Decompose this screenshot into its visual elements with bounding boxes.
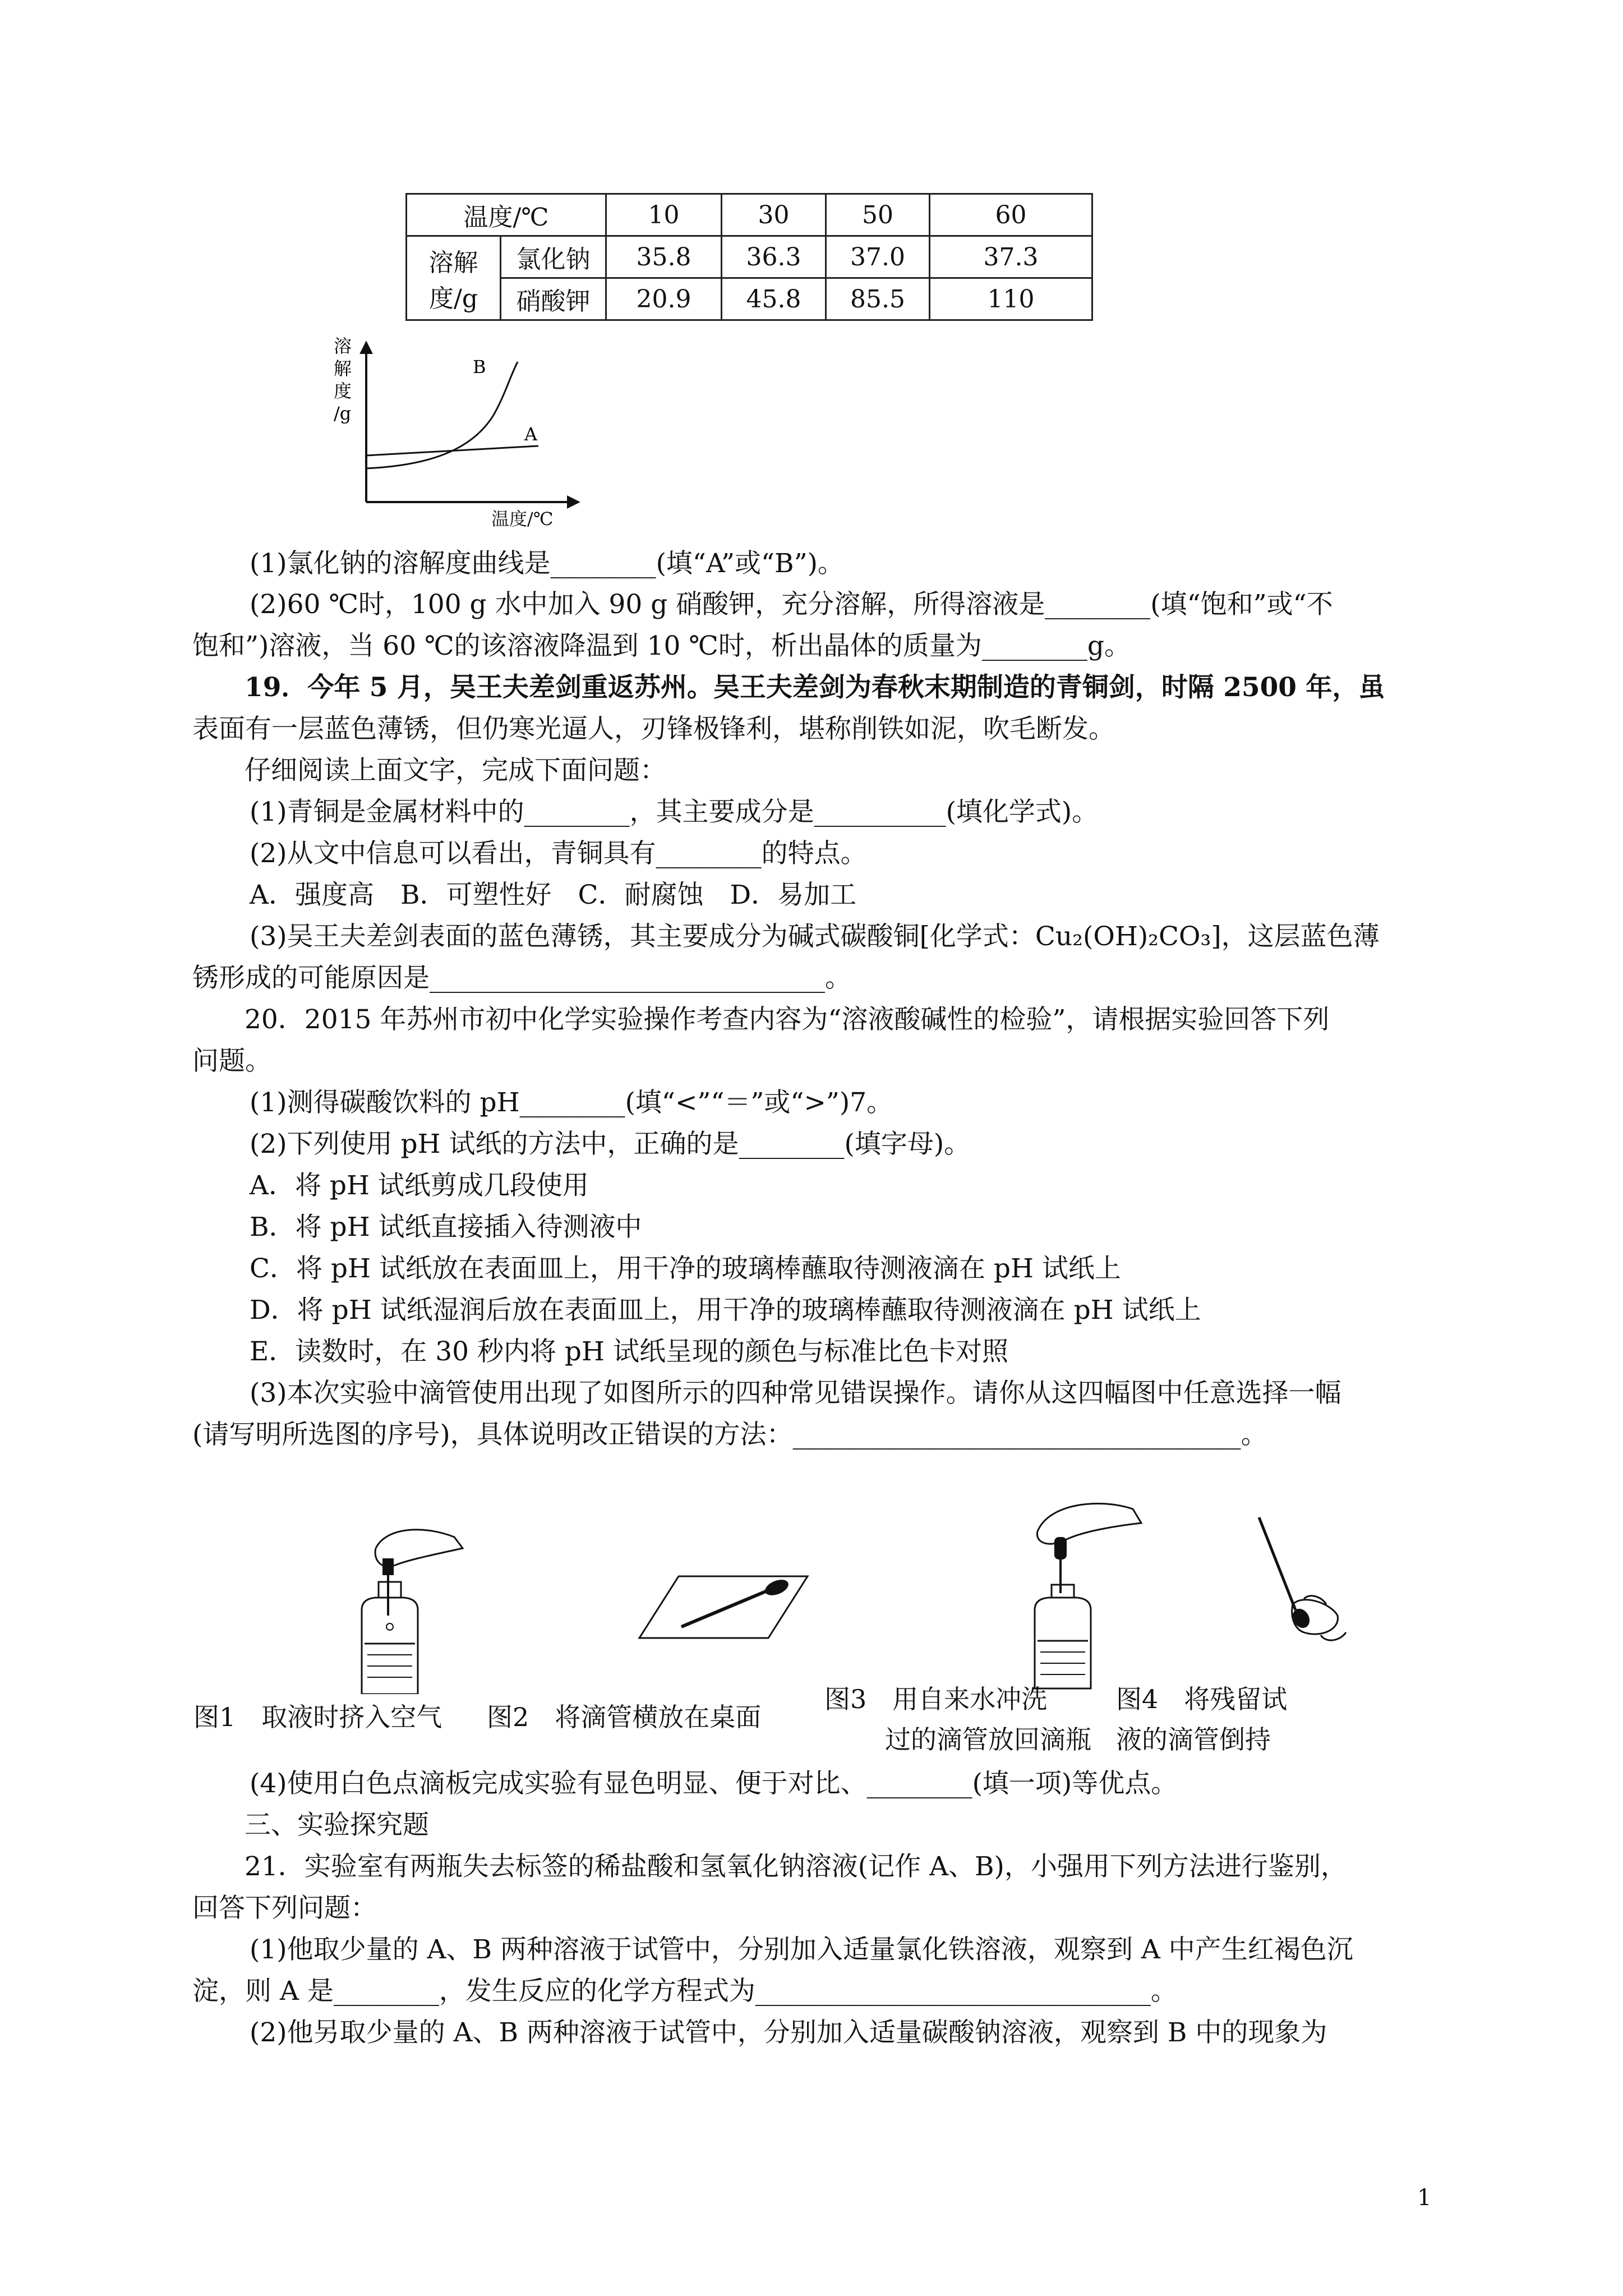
question-line: 锈形成的可能原因是______________________________。 <box>192 963 851 993</box>
question-line: (1)氯化钠的溶解度曲线是________(填“A”或“B”)。 <box>250 548 844 579</box>
table-cell: 硝酸钾 <box>501 278 606 320</box>
question-line: 表面有一层蓝色薄锈，但仍寒光逼人，刃锋极锋利，堪称削铁如泥，吹毛断发。 <box>192 714 1115 744</box>
figure-caption: 液的滴管倒持 <box>1116 1724 1271 1755</box>
question-line: (2)60 ℃时，100 g 水中加入 90 g 硝酸钾，充分溶解，所得溶液是________(填“饱和”或“不 <box>250 589 1333 620</box>
table-row <box>407 194 1092 236</box>
y-axis-label: /g <box>334 403 352 424</box>
figure-1-dropper-air <box>342 1515 471 1694</box>
question-line: 饱和”)溶液，当 60 ℃的该溶液降温到 10 ℃时，析出晶体的质量为________g。 <box>192 631 1131 661</box>
question-line: A．强度高 B．可塑性好 C．耐腐蚀 D．易加工 <box>250 880 857 910</box>
question-line: D．将 pH 试纸湿润后放在表面皿上，用干净的玻璃棒蘸取待测液滴在 pH 试纸上 <box>250 1295 1201 1326</box>
question-line: 21．实验室有两瓶失去标签的稀盐酸和氢氧化钠溶液(记作 A、B)，小强用下列方法进行鉴别， <box>245 1851 1347 1882</box>
question-line: 19．今年 5 月，吴王夫差剑重返苏州。吴王夫差剑为春秋末期制造的青铜剑，时隔 2500 年，虽 <box>245 672 1385 703</box>
table-row <box>407 236 1092 278</box>
y-axis-label: 解 <box>334 358 352 379</box>
y-axis-label: 度 <box>334 380 352 402</box>
question-line: 仔细阅读上面文字，完成下面问题： <box>245 755 666 786</box>
question-line: E．读数时，在 30 秒内将 pH 试纸呈现的颜色与标准比色卡对照 <box>250 1336 1008 1367</box>
table-cell: 35.8 <box>606 236 722 278</box>
figure-caption: 图4 将残留试 <box>1116 1684 1288 1714</box>
figure-4-dropper-inverted <box>1242 1509 1349 1644</box>
question-line: (1)测得碳酸饮料的 pH________(填“<”“＝”或“>”)7。 <box>250 1087 893 1118</box>
question-line: (3)吴王夫差剑表面的蓝色薄锈，其主要成分为碱式碳酸铜[化学式：Cu₂(OH)₂CO₃]，这层蓝色薄 <box>250 921 1380 952</box>
question-line: A．将 pH 试纸剪成几段使用 <box>250 1170 589 1201</box>
table-cell: 37.3 <box>930 236 1092 278</box>
solubility-table <box>405 193 1093 321</box>
figure-caption: 图3 用自来水冲洗 <box>824 1684 1048 1714</box>
question-line: (4)使用白色点滴板完成实验有显色明显、便于对比、________(填一项)等优点。 <box>250 1768 1178 1799</box>
figure-3-dropper-rinsed <box>1015 1492 1150 1694</box>
table-cell: 110 <box>930 278 1092 320</box>
question-line: (2)下列使用 pH 试纸的方法中，正确的是________(填字母)。 <box>250 1129 971 1159</box>
table-cell: 20.9 <box>606 278 722 320</box>
figure-caption: 图2 将滴管横放在桌面 <box>487 1702 762 1732</box>
curve-a <box>366 446 538 455</box>
table-cell: 30 <box>722 194 826 236</box>
question-line: 问题。 <box>192 1046 271 1076</box>
table-cell: 氯化钠 <box>501 236 606 278</box>
table-cell: 85.5 <box>826 278 930 320</box>
figure-caption: 图1 取液时挤入空气 <box>193 1702 442 1732</box>
table-cell: 45.8 <box>722 278 826 320</box>
page-number: 1 <box>1417 2185 1432 2211</box>
question-line: (3)本次实验中滴管使用出现了如图所示的四种常见错误操作。请你从这四幅图中任意选择一幅 <box>250 1378 1341 1409</box>
question-line: (1)他取少量的 A、B 两种溶液于试管中，分别加入适量氯化铁溶液，观察到 A 中产生红褐色沉 <box>250 1934 1353 1965</box>
question-line: (2)他另取少量的 A、B 两种溶液于试管中，分别加入适量碳酸钠溶液，观察到 B 中的现象为 <box>250 2017 1327 2048</box>
question-line: 回答下列问题： <box>192 1893 377 1924</box>
y-axis-label: 溶 <box>334 335 352 357</box>
curve-b-label: B <box>473 356 486 378</box>
solubility-chart <box>331 331 583 533</box>
row-group-label: 溶解度/g <box>407 236 501 320</box>
question-line: 淀，则 A 是________，发生反应的化学方程式为______________________________。 <box>192 1976 1177 2007</box>
figure-caption: 过的滴管放回滴瓶 <box>885 1724 1091 1755</box>
temp-header-cell: 温度/℃ <box>407 194 606 236</box>
table-cell: 60 <box>930 194 1092 236</box>
table-cell: 36.3 <box>722 236 826 278</box>
table-row <box>407 278 1092 320</box>
table-cell: 50 <box>826 194 930 236</box>
table-cell: 37.0 <box>826 236 930 278</box>
question-line: (1)青铜是金属材料中的________，其主要成分是__________(填化学式)。 <box>250 797 1099 827</box>
x-axis-label: 温度/℃ <box>491 508 554 530</box>
curve-a-label: A <box>524 424 538 445</box>
question-line: (2)从文中信息可以看出，青铜具有________的特点。 <box>250 838 867 869</box>
question-line: C．将 pH 试纸放在表面皿上，用干净的玻璃棒蘸取待测液滴在 pH 试纸上 <box>250 1253 1121 1284</box>
question-line: B．将 pH 试纸直接插入待测液中 <box>250 1212 642 1243</box>
table-cell: 10 <box>606 194 722 236</box>
question-line: (请写明所选图的序号)，具体说明改正错误的方法：__________________________________。 <box>192 1419 1267 1450</box>
curve-b <box>366 362 518 468</box>
section-heading: 三、实验探究题 <box>245 1810 429 1841</box>
question-line: 20．2015 年苏州市初中化学实验操作考查内容为“溶液酸碱性的检验”，请根据实验回答下列 <box>245 1004 1330 1035</box>
figure-2-dropper-flat <box>637 1565 810 1649</box>
